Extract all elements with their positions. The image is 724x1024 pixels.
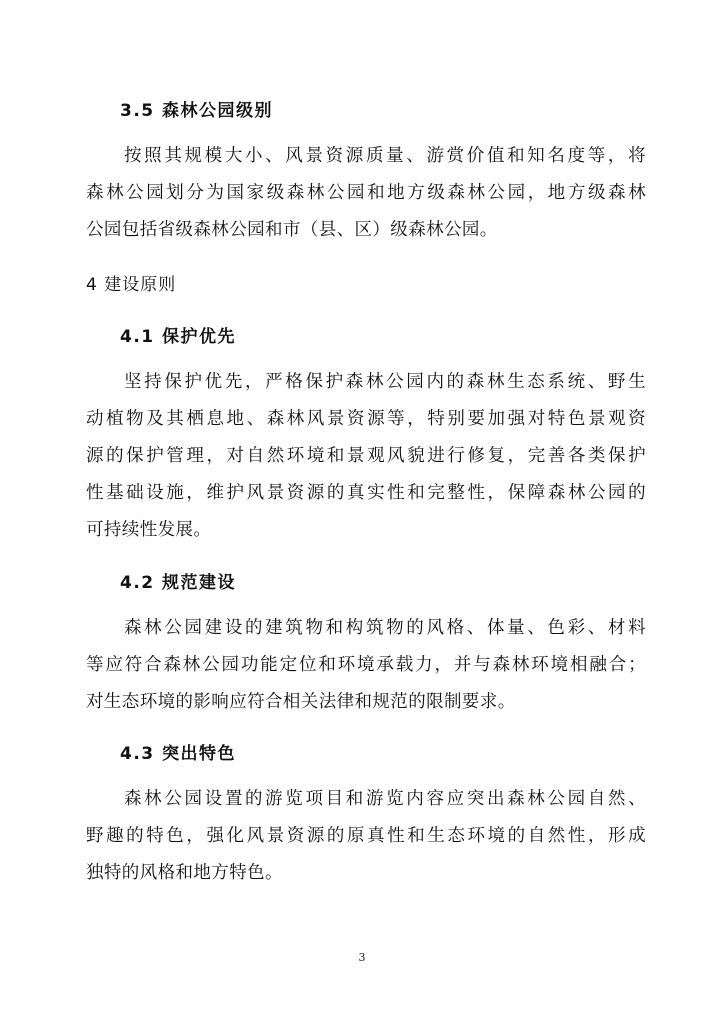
section-heading-4-2: 4.2 规范建设 bbox=[120, 573, 237, 593]
paragraph-4-1 bbox=[86, 364, 646, 549]
section-heading-4-3: 4.3 突出特色 bbox=[120, 744, 237, 764]
page-number: 3 bbox=[358, 951, 366, 964]
paragraph-line: 源的保护管理，对自然环境和景观风貌进行修复，完善各类保护 bbox=[86, 446, 646, 466]
paragraph-line: 性基础设施，维护风景资源的真实性和完整性，保障森林公园的 bbox=[86, 483, 646, 503]
paragraph-line: 可持续性发展。 bbox=[86, 520, 212, 540]
paragraph-line: 等应符合森林公园功能定位和环境承载力，并与森林环境相融合； bbox=[86, 655, 646, 675]
paragraph-4-2 bbox=[86, 610, 646, 721]
paragraph-4-3 bbox=[86, 781, 646, 892]
paragraph-line: 对生态环境的影响应符合相关法律和规范的限制要求。 bbox=[86, 692, 516, 712]
paragraph-line: 森林公园划分为国家级森林公园和地方级森林公园，地方级森林 bbox=[86, 183, 646, 203]
paragraph-line: 野趣的特色，强化风景资源的原真性和生态环境的自然性，形成 bbox=[86, 826, 646, 846]
section-heading-4-1: 4.1 保护优先 bbox=[120, 327, 237, 347]
paragraph-line: 坚持保护优先，严格保护森林公园内的森林生态系统、野生 bbox=[124, 372, 646, 392]
paragraph-line: 森林公园建设的建筑物和构筑物的风格、体量、色彩、材料 bbox=[124, 618, 646, 638]
paragraph-line: 动植物及其栖息地、森林风景资源等，特别要加强对特色景观资 bbox=[86, 409, 646, 429]
paragraph-3-5 bbox=[86, 138, 646, 249]
chapter-heading-4: 4 建设原则 bbox=[86, 275, 177, 295]
paragraph-line: 森林公园设置的游览项目和游览内容应突出森林公园自然、 bbox=[124, 789, 646, 809]
paragraph-line: 独特的风格和地方特色。 bbox=[86, 863, 283, 883]
paragraph-line: 按照其规模大小、风景资源质量、游赏价值和知名度等，将 bbox=[124, 146, 646, 166]
paragraph-line: 公园包括省级森林公园和市（县、区）级森林公园。 bbox=[86, 220, 498, 240]
section-heading-3-5: 3.5 森林公园级别 bbox=[120, 101, 274, 121]
